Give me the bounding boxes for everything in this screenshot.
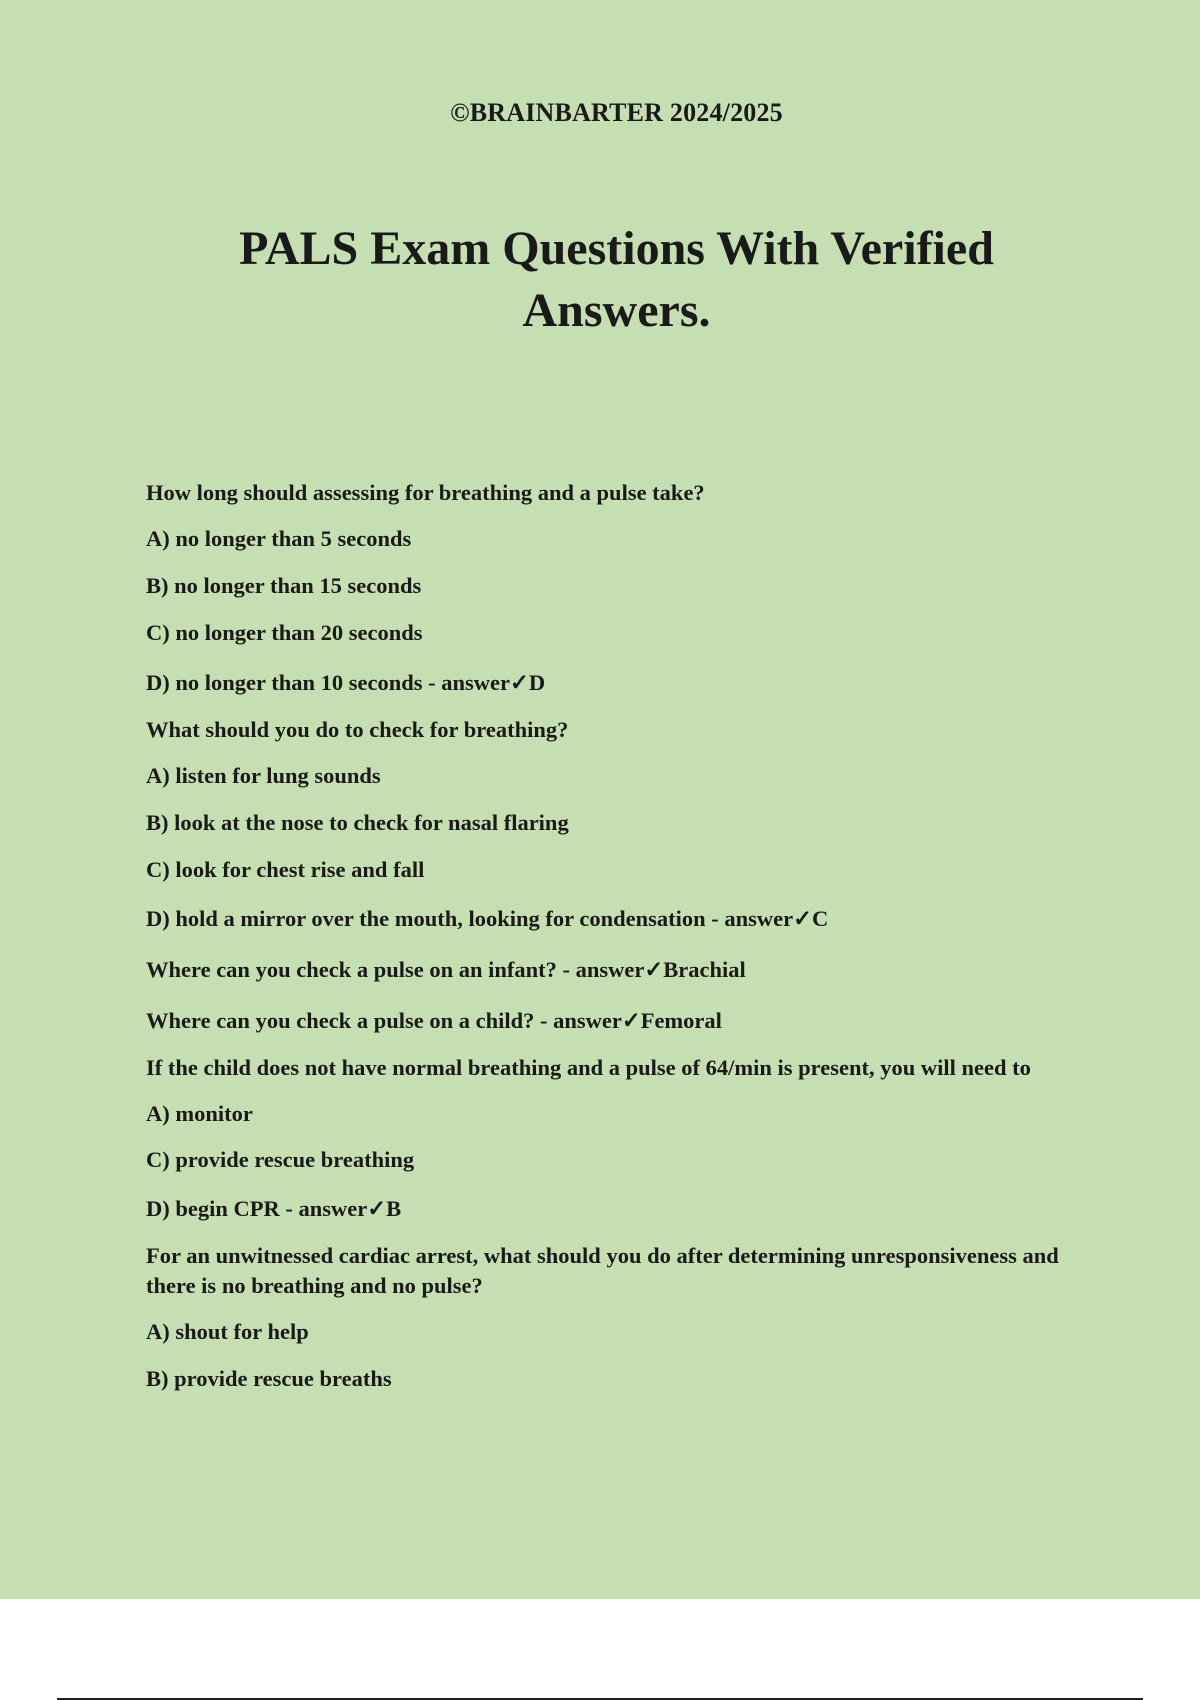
question-2: What should you do to check for breathing? (146, 717, 569, 742)
option-2a: A) listen for lung sounds (146, 763, 381, 788)
question-5: If the child does not have normal breathing and a pulse of 64/min is present, you will need to (146, 1055, 1031, 1080)
option-1d-answer: D) no longer than 10 seconds - answer✓D (146, 670, 546, 695)
title-line-2: Answers. (522, 284, 711, 337)
option-2d-answer: D) hold a mirror over the mouth, looking for condensation - answer✓C (146, 906, 829, 931)
option-2b: B) look at the nose to check for nasal flaring (146, 810, 569, 835)
option-2c: C) look for chest rise and fall (146, 857, 425, 882)
question-4-answer: Where can you check a pulse on a child? - answer✓Femoral (146, 1008, 722, 1033)
option-5d-answer: D) begin CPR - answer✓B (146, 1196, 402, 1221)
document-title (0, 218, 1200, 342)
option-6b: B) provide rescue breaths (146, 1366, 392, 1391)
title-line-1: PALS Exam Questions With Verified (239, 222, 994, 275)
option-5a: A) monitor (146, 1101, 253, 1126)
option-1a: A) no longer than 5 seconds (146, 526, 412, 551)
question-list (146, 478, 1096, 1394)
option-6a: A) shout for help (146, 1319, 309, 1344)
option-5c: C) provide rescue breathing (146, 1147, 415, 1172)
option-1b: B) no longer than 15 seconds (146, 573, 422, 598)
option-1c: C) no longer than 20 seconds (146, 620, 423, 645)
question-6: For an unwitnessed cardiac arrest, what should you do after determining unresponsiveness and there is no breathing and no pulse? (146, 1243, 1059, 1298)
question-1: How long should assessing for breathing and a pulse take? (146, 480, 705, 505)
copyright-header: ©BRAINBARTER 2024/2025 (450, 98, 783, 127)
question-3-answer: Where can you check a pulse on an infant? - answer✓Brachial (146, 957, 746, 982)
